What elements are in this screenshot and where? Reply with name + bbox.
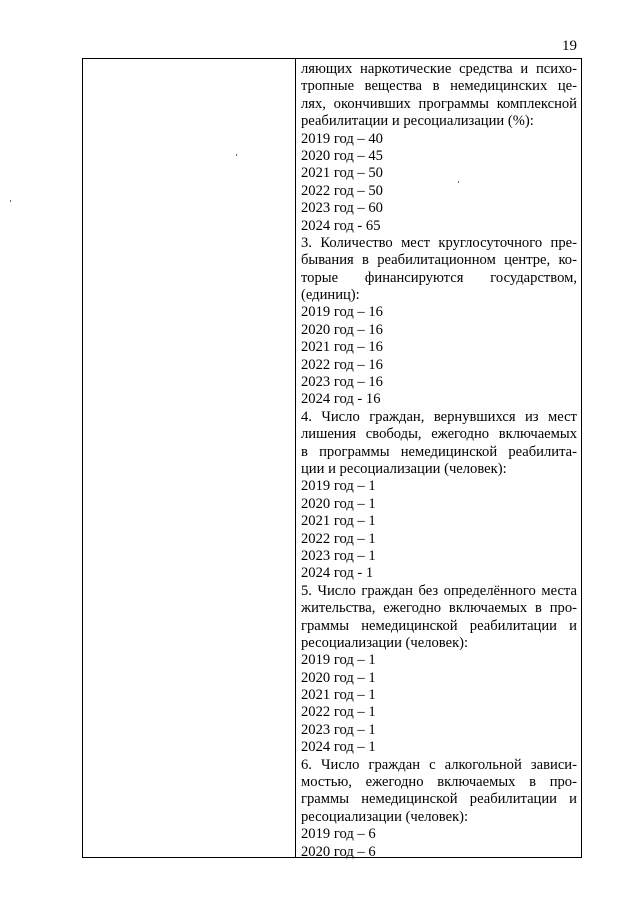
word: торые xyxy=(301,269,339,286)
word: немедицинской xyxy=(361,791,458,808)
word: граждан, xyxy=(369,408,425,425)
word: 3. xyxy=(301,234,312,251)
text-line xyxy=(301,78,577,95)
text-line: 2024 год - 1 xyxy=(301,565,374,582)
word: свободы, xyxy=(365,426,422,443)
word: граждан xyxy=(361,582,413,599)
word: реабилита- xyxy=(508,443,577,460)
text-line: 2024 год - 16 xyxy=(301,391,381,408)
text-line xyxy=(301,409,577,426)
word: зависи- xyxy=(530,756,577,773)
word: реабилитационном xyxy=(377,252,496,269)
word: комплексной xyxy=(496,95,577,112)
word: реабилитации xyxy=(469,617,557,634)
text-line: 2019 год – 1 xyxy=(301,478,376,495)
page-number: 19 xyxy=(562,38,577,54)
word: из xyxy=(524,408,539,425)
word: це- xyxy=(557,78,577,95)
text-line xyxy=(301,583,577,600)
column-divider xyxy=(295,59,296,857)
word: финансируются xyxy=(364,269,464,286)
text-line: 2022 год – 1 xyxy=(301,530,376,547)
word: и xyxy=(569,791,577,808)
text-line: ресоциализации (человек): xyxy=(301,808,469,825)
word: граждан xyxy=(368,756,421,773)
word: алкогольной xyxy=(444,756,522,773)
word: определённого xyxy=(443,582,536,599)
text-line xyxy=(301,791,577,808)
word: круглосуточного xyxy=(438,234,543,251)
word: Количество xyxy=(320,234,393,251)
word: мест xyxy=(548,408,577,425)
word: средства xyxy=(459,61,513,77)
text-line xyxy=(301,600,577,617)
text-line: ции и ресоциализации (человек): xyxy=(301,460,507,477)
text-line: 2023 год – 60 xyxy=(301,200,383,217)
word: места xyxy=(541,582,577,599)
word: немедицинской xyxy=(400,443,498,460)
word: про- xyxy=(549,600,577,617)
word: лях, xyxy=(301,95,326,112)
text-line: реабилитации и ресоциализации (%): xyxy=(301,113,534,130)
word: психо- xyxy=(535,61,577,77)
word: ляющих xyxy=(301,61,353,77)
word: про- xyxy=(549,774,577,791)
text-line: 2023 год – 16 xyxy=(301,374,383,391)
word: и xyxy=(520,61,529,77)
word: в xyxy=(529,774,537,791)
word: немедицинских xyxy=(450,78,548,95)
text-line: 2020 год – 6 xyxy=(301,843,376,860)
word: ежегодно xyxy=(431,426,490,443)
word: лишения xyxy=(301,426,357,443)
word: с xyxy=(429,756,436,773)
word: 5. xyxy=(301,582,312,599)
text-line xyxy=(301,235,577,252)
word: бывания xyxy=(301,252,354,269)
word: в xyxy=(362,252,369,269)
word: Число xyxy=(321,756,360,773)
text-line xyxy=(301,444,577,461)
text-line xyxy=(301,61,577,78)
word: в xyxy=(301,443,308,460)
text-line: 2020 год – 45 xyxy=(301,147,383,164)
word: вернувшихся xyxy=(433,408,516,425)
text-line: 2022 год – 16 xyxy=(301,356,383,373)
word: включаемых xyxy=(448,600,528,617)
word: реабилитации xyxy=(469,791,557,808)
word: программы xyxy=(319,443,390,460)
text-line xyxy=(301,774,577,791)
word: окончивших xyxy=(333,95,411,112)
word: мест xyxy=(401,234,430,251)
scan-speck xyxy=(10,200,11,202)
word: ежегодно xyxy=(383,600,442,617)
scan-speck xyxy=(236,154,237,156)
word: жительства, xyxy=(301,600,376,617)
text-line: 2019 год – 16 xyxy=(301,304,383,321)
text-line: 2020 год – 16 xyxy=(301,321,383,338)
word: 4. xyxy=(301,408,312,425)
word: вещества xyxy=(364,78,423,95)
word: включаемых xyxy=(437,774,516,791)
text-line xyxy=(301,426,577,443)
text-line: 2022 год – 50 xyxy=(301,182,383,199)
word: тропные xyxy=(301,78,355,95)
text-line: 2021 год – 16 xyxy=(301,339,383,356)
text-line xyxy=(301,618,577,635)
word: центре, xyxy=(504,252,551,269)
word: 6. xyxy=(301,756,312,773)
word: граммы xyxy=(301,617,350,634)
word: немедицинской xyxy=(361,617,458,634)
text-line xyxy=(301,252,577,269)
text-line xyxy=(301,757,577,774)
text-line: 2024 год – 1 xyxy=(301,739,376,756)
text-line: 2023 год – 1 xyxy=(301,721,376,738)
word: без xyxy=(418,582,439,599)
right-column xyxy=(301,61,577,861)
text-line: 2023 год – 1 xyxy=(301,547,376,564)
scan-speck xyxy=(458,181,459,183)
text-line xyxy=(301,96,577,113)
word: и xyxy=(569,617,577,634)
text-line: (единиц): xyxy=(301,287,360,304)
word: включаемых xyxy=(498,426,577,443)
text-line: 2019 год – 1 xyxy=(301,652,376,669)
word: ежегодно xyxy=(365,774,424,791)
document-table xyxy=(82,58,582,858)
text-line: 2020 год – 1 xyxy=(301,669,376,686)
text-line: 2021 год – 1 xyxy=(301,513,376,530)
word: граммы xyxy=(301,791,350,808)
word: в xyxy=(535,600,542,617)
text-line: 2020 год – 1 xyxy=(301,495,376,512)
text-line: 2024 год - 65 xyxy=(301,217,381,234)
word: Число xyxy=(321,408,360,425)
text-line: 2019 год – 40 xyxy=(301,130,383,147)
text-line: ресоциализации (человек): xyxy=(301,634,469,651)
word: ко- xyxy=(558,252,577,269)
text-line: 2022 год – 1 xyxy=(301,704,376,721)
text-line xyxy=(301,270,577,287)
word: мостью, xyxy=(301,774,352,791)
word: в xyxy=(432,78,440,95)
word: наркотические xyxy=(360,61,452,77)
word: государством, xyxy=(490,269,577,286)
word: пре- xyxy=(550,234,577,251)
word: Число xyxy=(317,582,356,599)
text-line: 2019 год – 6 xyxy=(301,826,376,843)
text-line: 2021 год – 1 xyxy=(301,687,376,704)
word: программы xyxy=(418,95,489,112)
text-line: 2021 год – 50 xyxy=(301,165,383,182)
